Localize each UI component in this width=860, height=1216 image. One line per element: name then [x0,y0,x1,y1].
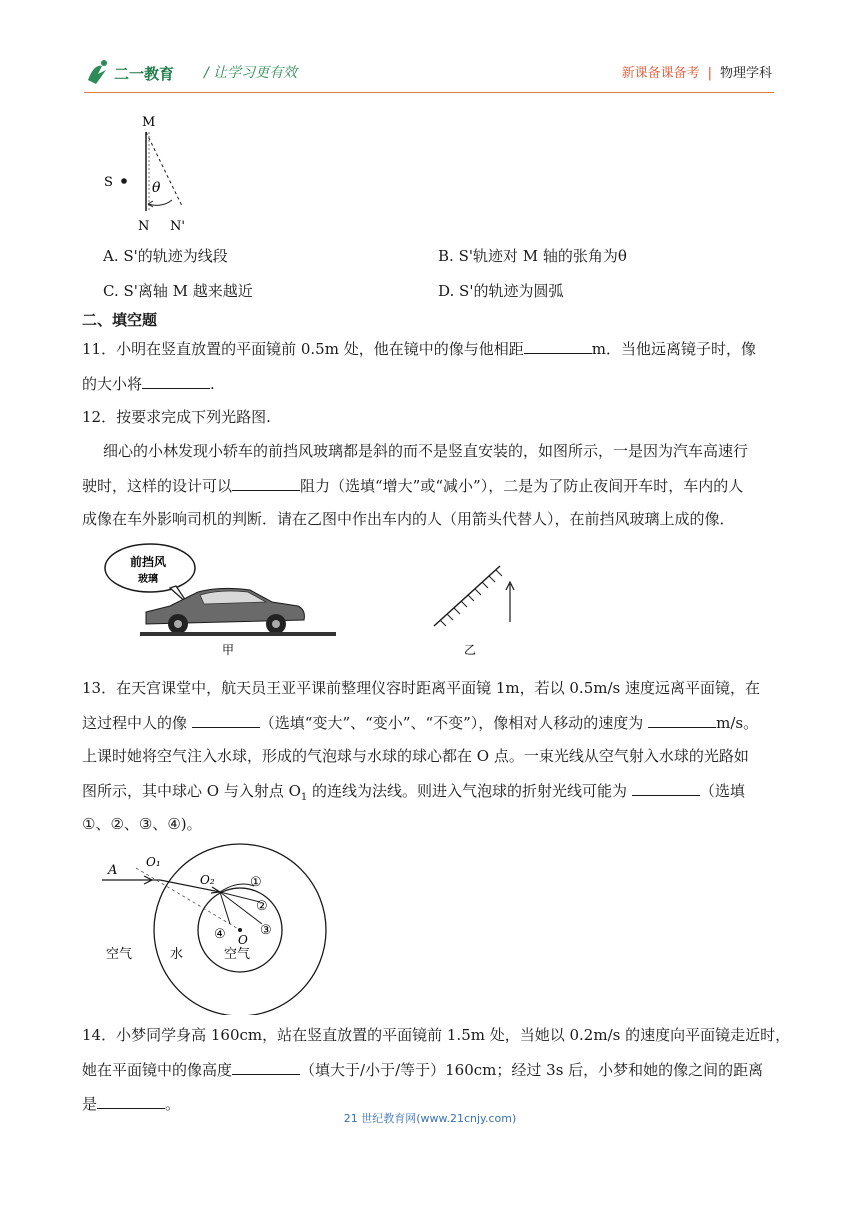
ray-1: ① [250,875,262,890]
option-d [438,281,563,301]
q14-line1: 14．小梦同学身高 160cm，站在竖直放置的平面镜前 1.5m 处，当她以 0.2m/s 的速度向平面镜走近时， [82,1026,791,1044]
q11-text-a: 11．小明在竖直放置的平面镜前 0.5m 处，他在镜中的像与他相距 [82,340,524,358]
label-N-prime: N' [170,219,185,234]
water-ball-figure [96,840,336,1015]
bubble-text-2: 玻璃 [138,574,158,585]
label-theta: θ [152,180,161,196]
q13-line4 [82,780,745,808]
label-O1: O₁ [146,855,161,869]
q14-text-a: 她在平面镜中的像高度 [82,1061,233,1079]
q13-line3: 上课时她将空气注入水球，形成的气泡球与水球的球心都在 O 点。一束光线从空气射入水球的光路如 [82,747,749,765]
q12-line4: 成像在车外影响司机的判断．请在乙图中作出车内的人（用箭头代替人），在前挡风玻璃上成的像． [82,510,735,528]
q11-text-b: m．当他远离镜子时，像 [591,340,756,358]
bubble-text: 前挡风 [130,555,167,569]
windshield-figure [420,560,540,660]
q13-text-b: （选填“变大”、“变小”、“不变”），像相对人移动的速度为 [259,714,644,732]
label-O2: O₂ [200,873,215,887]
q11-text-d: . [210,375,215,393]
option-text: S'轨迹对 M 轴的张角为θ [458,247,627,265]
ray-2: ② [256,899,268,914]
q13-blank-3[interactable] [632,780,700,796]
label-yi: 乙 [464,643,477,657]
label-M: M [142,115,156,130]
ray-3: ③ [260,923,272,938]
option-c [103,281,253,301]
q13-text-c2: （选填 [699,782,745,800]
q14-text-c: 是 [82,1095,98,1113]
q13-blank-1[interactable] [192,712,260,728]
label-air-outside: 空气 [106,947,133,962]
q13-text-c: m/s。 [716,714,759,732]
header-divider [84,92,774,93]
header-subject: 物理学科 [719,66,772,81]
car-figure [100,540,340,660]
q12-line3 [82,475,743,496]
q14-blank-2[interactable] [97,1093,165,1109]
mirror-figure [100,108,210,238]
option-text: S'离轴 M 越来越近 [123,282,253,300]
label-water: 水 [170,947,184,962]
label-N: N [138,219,150,234]
option-a [103,246,228,266]
label-S: S [104,175,113,190]
q12-line1: 12．按要求完成下列光路图. [82,408,271,426]
option-letter: C. [103,282,119,300]
q14-blank-1[interactable] [232,1059,300,1075]
q11-text-c: 的大小将 [82,375,143,393]
option-letter: A. [103,247,119,265]
point-S [121,178,127,184]
option-text: S'的轨迹为圆弧 [459,282,564,300]
label-A: A [108,863,118,878]
q14-text-d: 。 [165,1095,181,1113]
header-separator: | [707,66,712,81]
label-jia: 甲 [222,643,235,657]
footer[interactable]: 21 世纪教育网(www.21cnjy.com) [343,1112,517,1125]
q13-text-a: 这过程中人的像 [82,714,188,732]
q13-blank-2[interactable] [648,712,716,728]
slogan: / 让学习更有效 [204,65,298,81]
option-letter: B. [438,247,454,265]
q11-blank-2[interactable] [142,373,210,389]
q12-text-b: 阻力（选填“增大”或“减小”），二是为了防止夜间开车时，车内的人 [300,477,744,495]
header-course: 新课备课备考 [621,66,700,81]
header-right [622,62,772,81]
ray-4: ④ [214,927,226,942]
logo [84,56,194,88]
option-text: S'的轨迹为线段 [123,247,228,265]
q13-subscript: 1 [300,792,308,803]
option-b [438,246,627,266]
option-letter: D. [438,282,455,300]
q11-line2 [82,373,215,394]
q12-line2: 细心的小林发现小轿车的前挡风玻璃都是斜的而不是竖直安装的，如图所示，一是因为汽车高速行 [103,442,749,460]
q14-line2 [82,1059,763,1080]
q13-text-a2: 图所示，其中球心 O 与入射点 O [82,782,301,800]
q13-text-b2: 的连线为法线。则进入气泡球的折射光线可能为 [307,782,628,800]
q13-line1: 13．在天宫课堂中，航天员王亚平课前整理仪容时距离平面镜 1m，若以 0.5m/s 速度远离平面镜，在 [82,679,760,697]
q12-blank[interactable] [232,475,300,491]
label-O: O [238,933,248,947]
label-air-inside: 空气 [224,947,251,962]
q13-line2 [82,712,758,733]
section-title: 二、填空题 [82,311,158,329]
q12-text-a: 驶时，这样的设计可以 [82,477,233,495]
q14-text-b: （填大于/小于/等于）160cm；经过 3s 后，小梦和她的像之间的距离 [300,1061,764,1079]
q11-line1 [82,338,756,359]
brand-text: 二一教育 [114,65,175,83]
q11-blank-1[interactable] [524,338,592,354]
q13-line5: ①、②、③、④)。 [82,815,202,833]
